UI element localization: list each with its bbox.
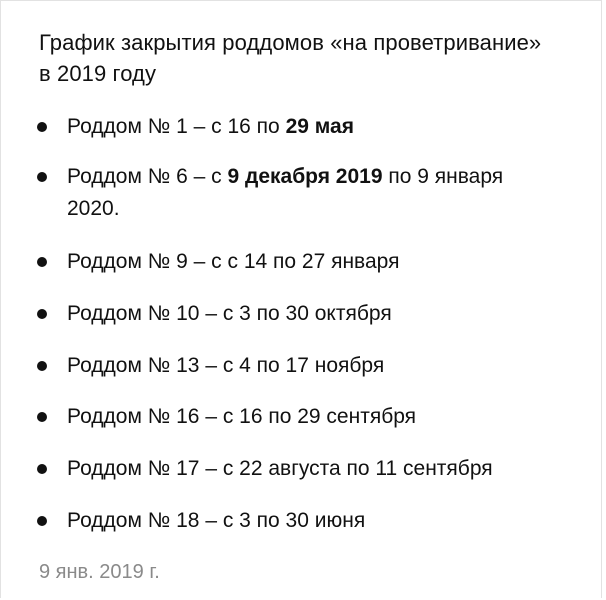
item-text: Роддом № 17 – с 22 августа по 11 сентября: [67, 457, 493, 480]
item-bold-text: 29 мая: [285, 115, 354, 138]
item-suffix: по 9 января 2020.: [67, 165, 504, 220]
bullet-icon: [37, 257, 47, 267]
item-text: Роддом № 18 – с 3 по 30 июня: [67, 509, 366, 532]
post-date: 9 янв. 2019 г.: [39, 561, 160, 583]
list-item: [37, 453, 557, 485]
list-item: [37, 111, 557, 143]
bullet-icon: [37, 464, 47, 474]
item-bold-text: 9 декабря 2019: [227, 165, 383, 188]
item-text: Роддом № 10 – с 3 по 30 октября: [67, 302, 392, 325]
bullet-icon: [37, 516, 47, 526]
item-text: Роддом № 13 – с 4 по 17 ноября: [67, 354, 385, 377]
list-item: [37, 505, 557, 537]
bullet-icon: [37, 172, 47, 182]
bullet-icon: [37, 309, 47, 319]
item-text: Роддом № 9 – с с 14 по 27 января: [67, 250, 400, 273]
item-text: Роддом № 1 – с 16 по: [67, 115, 286, 138]
list-item: [37, 350, 557, 382]
list-item: [37, 298, 557, 330]
list-item: [37, 161, 557, 225]
post-title: График закрытия роддомов «на проветривание» в 2019 году: [39, 30, 542, 86]
bullet-icon: [37, 412, 47, 422]
bullet-icon: [37, 122, 47, 132]
list-item: [37, 246, 557, 278]
bullet-icon: [37, 361, 47, 371]
item-text: Роддом № 16 – с 16 по 29 сентября: [67, 405, 417, 428]
list-item: [37, 401, 557, 433]
item-text: Роддом № 6 – с: [67, 165, 228, 188]
